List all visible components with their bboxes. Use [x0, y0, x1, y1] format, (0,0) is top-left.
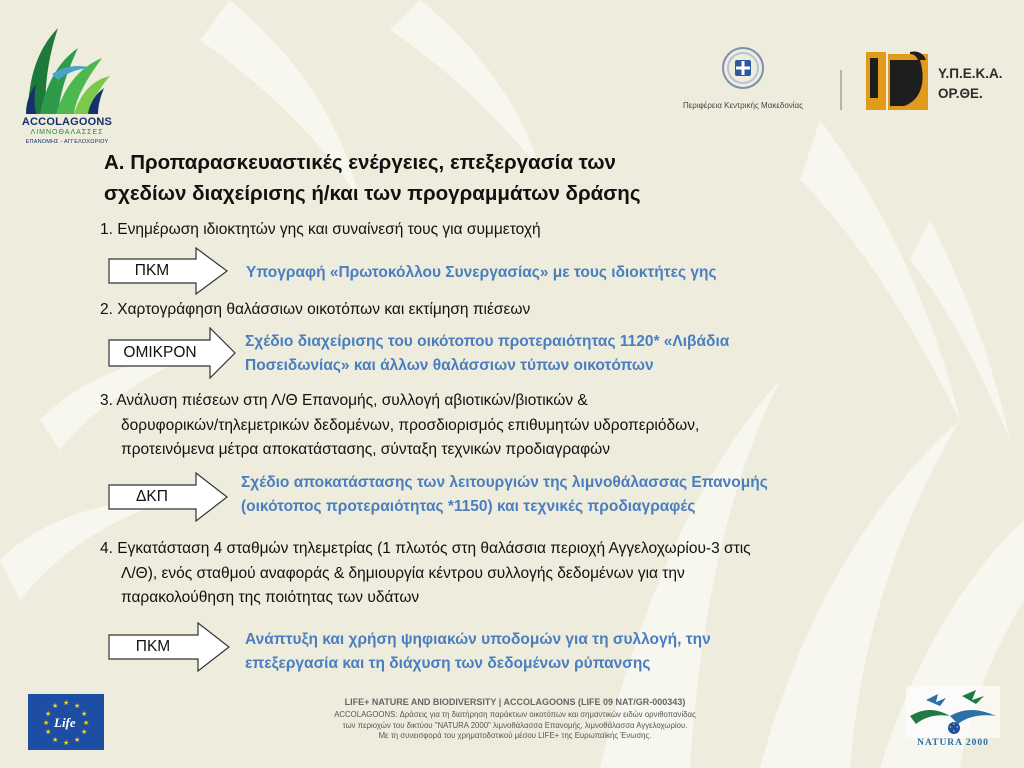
list-item-3: [100, 389, 699, 463]
partner-label-4: ΠΚΜ: [135, 638, 171, 655]
slide-title-line-2: σχεδίων διαχείρισης ή/και των προγραμμάτων δράσης: [104, 182, 641, 205]
logo-divider: [840, 70, 842, 110]
svg-text:★: ★: [83, 719, 90, 727]
list-item-4: [100, 537, 751, 611]
slide-title: [104, 147, 824, 209]
partner-arrow-2: [108, 327, 236, 379]
partner-outcome-1: [246, 261, 717, 285]
partner-label-3: ΔΚΠ: [136, 488, 168, 505]
partner-label-2: ΟΜΙΚΡΟΝ: [123, 344, 197, 361]
natura-label: NATURA 2000: [917, 738, 989, 748]
svg-text:★: ★: [63, 699, 70, 707]
eu-flag-icon: [28, 694, 104, 750]
list-item-4-line-3: παρακολούθηση της ποιότητας των υδάτων: [121, 589, 420, 606]
partner-outcome-4-line-2: επεξεργασία και τη διάχυση των δεδομένων ρύπανσης: [245, 655, 651, 672]
partner-outcome-3-line-1: Σχέδιο αποκατάστασης των λειτουργιών της λιμνοθάλασσας Επανομής: [241, 474, 768, 491]
svg-text:★: ★: [952, 729, 956, 733]
ypeka-mark-icon: [866, 50, 932, 114]
accolagoons-name: ACCOLAGOONS: [21, 116, 113, 128]
ypeka-orthe-logo: [866, 50, 1006, 114]
footer-line-1: ACCOLAGOONS: Δράσεις για τη διατήρηση παράκτιων οικοτόπων και σημαντικών ειδών ορνιθοπανίδας: [334, 710, 696, 719]
natura-birds-icon: [906, 686, 1000, 738]
region-central-macedonia-logo: [668, 46, 818, 116]
svg-text:★: ★: [45, 728, 52, 736]
footer-text: [290, 697, 740, 742]
svg-text:★: ★: [43, 719, 50, 727]
accolagoons-subtitle: ΛΙΜΝΟΘΑΛΑΣΣΕΣ: [30, 129, 104, 136]
list-item-4-line-2: Λ/Θ), ενός σταθμού αναφοράς & δημιουργία κέντρου συλλογής δεδομένων για την: [121, 564, 685, 582]
partner-label-1: ΠΚΜ: [134, 262, 170, 279]
list-item-4-line-1: 4. Εγκατάσταση 4 σταθμών τηλεμετρίας (1 πλωτός στη θαλάσσια περιοχή Αγγελοχωρίου-3 στις: [100, 540, 751, 557]
footer-line-3: Με τη συνεισφορά του χρηματοδοτικού μέσου LIFE+ της Ευρωπαϊκής Ένωσης.: [378, 731, 652, 740]
eu-life-logo: [28, 694, 104, 750]
partner-outcome-2-line-2: Ποσειδωνίας» και άλλων θαλάσσιων τύπων οικοτόπων: [245, 357, 654, 374]
eu-life-text: Life: [54, 715, 76, 730]
partner-outcome-2-line-1: Σχέδιο διαχείρισης του οικότοπου προτεραιότητας 1120* «Λιβάδια: [245, 333, 730, 350]
list-item-2: [100, 298, 530, 323]
partner-outcome-1-line-1: Υπογραφή «Πρωτοκόλλου Συνεργασίας» με τους ιδιοκτήτες γης: [246, 264, 717, 281]
partner-outcome-4: [245, 628, 711, 676]
svg-text:★: ★: [63, 739, 70, 747]
svg-text:★: ★: [949, 725, 952, 729]
partner-outcome-4-line-1: Ανάπτυξη και χρήση ψηφιακών υποδομών για τη συλλογή, την: [245, 631, 711, 648]
reed-icon: [18, 18, 116, 116]
accolagoons-caption: ΕΠΑΝΟΜΗΣ - ΑΓΓΕΛΟΧΩΡΙΟΥ: [25, 139, 109, 145]
natura-2000-logo: [906, 686, 1000, 750]
list-item-2-line-1: 2. Χαρτογράφηση θαλάσσιων οικοτόπων και εκτίμηση πιέσεων: [100, 301, 531, 318]
list-item-3-line-3: προτεινόμενα μέτρα αποκατάστασης, σύνταξη τεχνικών προδιαγραφών: [121, 441, 611, 458]
list-item-1: [100, 218, 541, 243]
partner-outcome-3-line-2: (οικότοπος προτεραιότητας *1150) και τεχνικές προδιαγραφές: [241, 498, 696, 515]
ypeka-line-1: Υ.Π.Ε.Κ.Α.: [938, 66, 1003, 81]
partner-outcome-3: [241, 471, 768, 519]
accolagoons-logo: [18, 18, 116, 146]
footer-line-2: των περιοχών του δικτύου "NATURA 2000" λιμνοθάλασσα Επανομής, λιμνοθάλασσα Αγγελοχωρίου.: [342, 720, 688, 730]
svg-text:★: ★: [956, 725, 959, 729]
svg-text:★: ★: [52, 702, 59, 710]
svg-text:★: ★: [74, 736, 81, 744]
svg-text:★: ★: [81, 710, 88, 718]
svg-text:★: ★: [74, 702, 81, 710]
list-item-1-line-1: 1. Ενημέρωση ιδιοκτητών γης και συναίνεσή τους για συμμετοχή: [100, 221, 541, 238]
partner-arrow-3: [108, 472, 228, 522]
partner-arrow-4: [108, 622, 230, 672]
ypeka-line-2: ΟΡ.ΘΕ.: [938, 86, 983, 101]
svg-text:★: ★: [52, 736, 59, 744]
slide-title-line-1: Α. Προπαρασκευαστικές ενέργειες, επεξεργασία των: [104, 151, 616, 174]
list-item-3-line-1: 3. Ανάλυση πιέσεων στη Λ/Θ Επανομής, συλλογή αβιοτικών/βιοτικών &: [100, 392, 588, 409]
svg-text:★: ★: [45, 710, 52, 718]
region-label: Περιφέρεια Κεντρικής Μακεδονίας: [682, 101, 804, 110]
svg-text:★: ★: [81, 728, 88, 736]
partner-outcome-2: [245, 330, 729, 378]
partner-arrow-1: [108, 247, 228, 295]
svg-text:★: ★: [952, 722, 956, 726]
list-item-3-line-2: δορυφορικών/τηλεμετρικών δεδομένων, προσδιορισμός επιθυμητών υδροπεριόδων,: [121, 416, 700, 434]
greek-emblem-icon: [721, 46, 765, 90]
footer-heading: LIFE+ NATURE AND BIODIVERSITY | ACCOLAGOONS (LIFE 09 NAT/GR-000343): [344, 697, 686, 707]
